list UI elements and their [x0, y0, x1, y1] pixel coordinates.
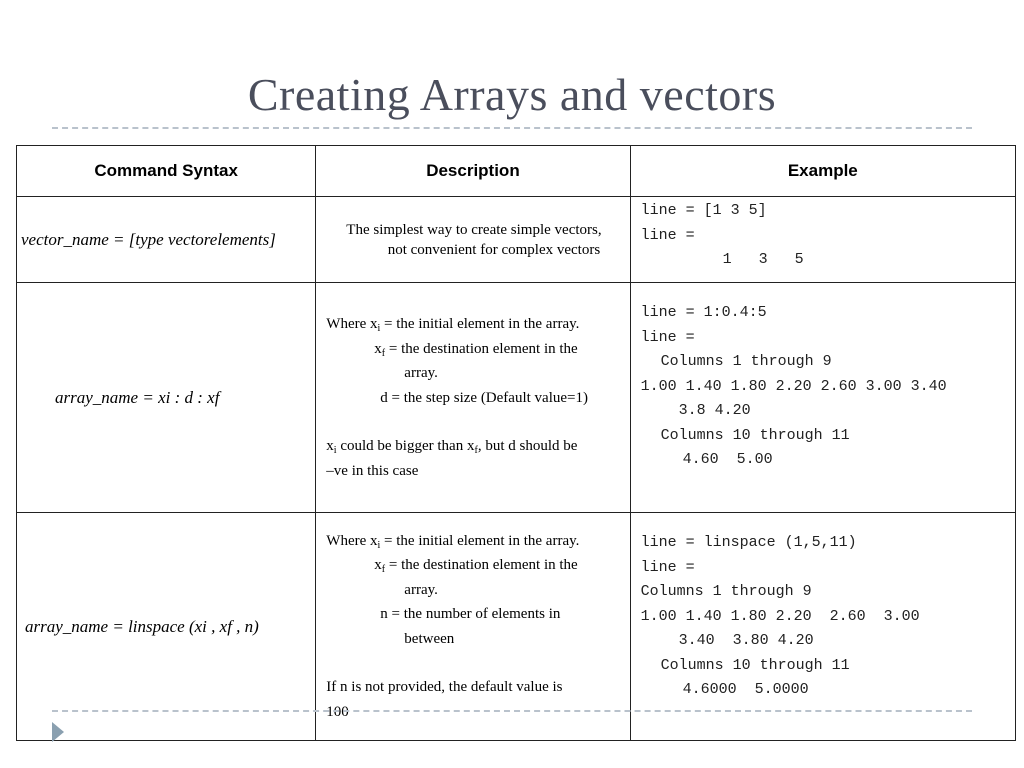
description-cell [316, 513, 630, 741]
header-example: Example [630, 146, 1015, 197]
code-line: 1.00 1.40 1.80 2.20 2.60 3.00 [640, 607, 920, 625]
commands-table [16, 145, 1016, 741]
description-line: –ve in this case [326, 462, 419, 479]
description-line: $x_i$ could be bigger than $x_f$, but d should be [326, 438, 578, 456]
code-line: 1 3 5 [722, 251, 804, 268]
syntax-colon: array_name = xi : d : xf [55, 387, 220, 407]
code-line: Columns 10 through 11 [660, 426, 850, 444]
syntax-cell [17, 513, 316, 741]
description-cell [316, 283, 630, 513]
code-line: Columns 1 through 9 [640, 583, 812, 600]
code-line: 3.8 4.20 [678, 402, 751, 419]
code-line: Columns 1 through 9 [660, 353, 832, 370]
header-row [17, 146, 1016, 197]
top-divider [52, 127, 972, 129]
description-line: d = the step size (Default value=1) [380, 389, 588, 406]
code-line: line = [640, 226, 695, 244]
code-line: line = [640, 328, 695, 346]
code-line: line = 1:0.4:5 [640, 304, 767, 321]
table-row [17, 513, 1016, 741]
code-line: 4.6000 5.0000 [682, 681, 809, 698]
example-cell [630, 513, 1015, 741]
description-line: 100 [326, 703, 349, 720]
description-line: $x_f$ = the destination element in the [374, 557, 578, 576]
description-cell [316, 197, 630, 283]
syntax-linspace: array_name = linspace (xi , xf , n) [25, 616, 259, 636]
example-cell [630, 283, 1015, 513]
code-line: Columns 10 through 11 [660, 656, 850, 674]
description-line: The simplest way to create simple vectors, [346, 221, 602, 238]
code-line: 3.40 3.80 4.20 [678, 632, 814, 649]
description-line: n = the number of elements in [380, 606, 561, 623]
syntax-cell [17, 197, 316, 283]
header-command-syntax: Command Syntax [17, 146, 316, 197]
description-line: If n is not provided, the default value is [326, 679, 563, 696]
triangle-bullet-icon [52, 722, 64, 742]
header-description: Description [316, 146, 630, 197]
code-line: line = [640, 558, 695, 576]
slide-title: Creating Arrays and vectors [247, 69, 777, 120]
description-line: between [404, 630, 455, 647]
description-line: array. [404, 365, 438, 381]
example-cell [630, 197, 1015, 283]
code-line: 4.60 5.00 [682, 451, 773, 468]
code-line: line = linspace (1,5,11) [640, 534, 857, 551]
code-line: line = [1 3 5] [640, 202, 767, 219]
code-line: 1.00 1.40 1.80 2.20 2.60 3.00 3.40 [640, 377, 947, 395]
description-line: array. [404, 581, 438, 598]
description-line: Where $x_i$ = the initial element in the array. [326, 316, 580, 334]
description-line: not convenient for complex vectors [387, 241, 601, 258]
description-line: $x_f$ = the destination element in the [374, 340, 578, 359]
syntax-cell [17, 283, 316, 513]
table-row [17, 283, 1016, 513]
syntax-vector: vector_name = [type vectorelements] [21, 229, 276, 249]
table-row [17, 197, 1016, 283]
description-line: Where $x_i$ = the initial element in the array. [326, 532, 580, 551]
bottom-divider [52, 710, 972, 712]
